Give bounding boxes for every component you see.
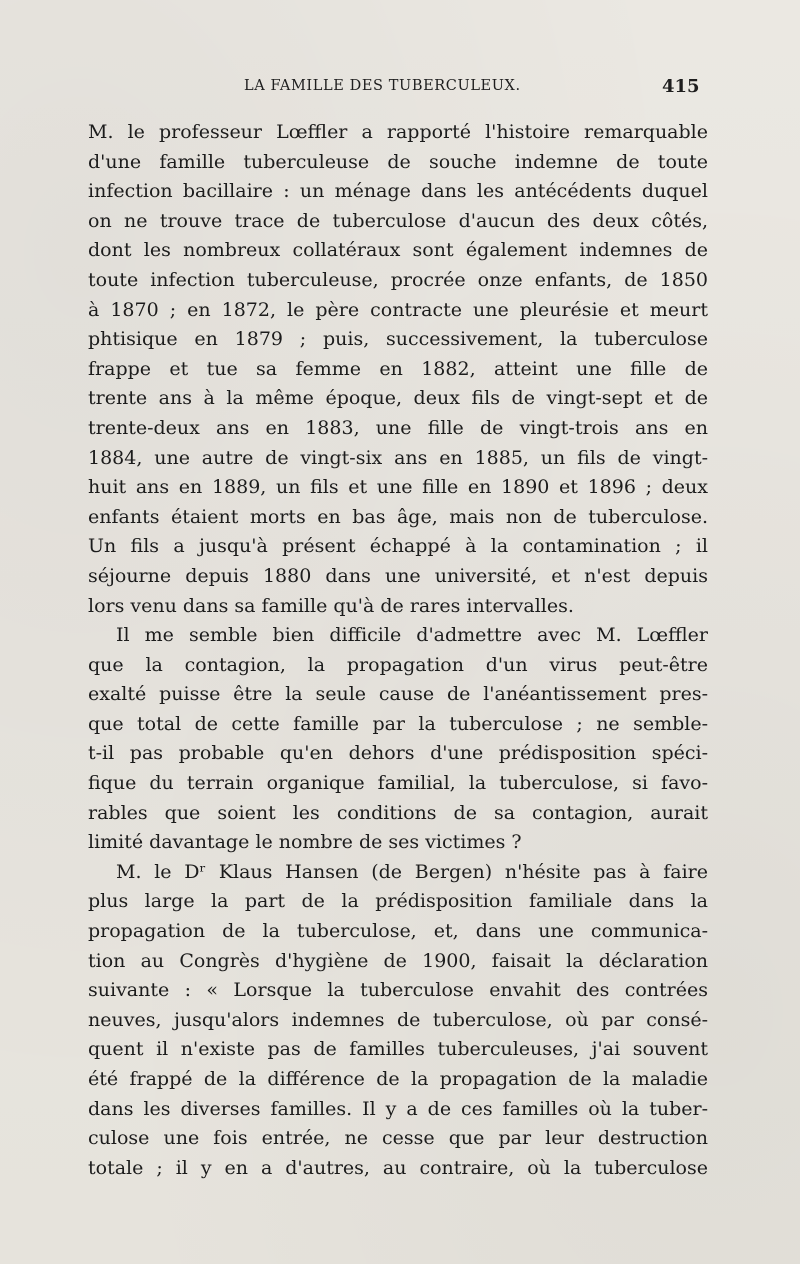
page-number: 415 — [662, 76, 700, 97]
text-line: t-il pas probable qu'en dehors d'une prédisposition spéci- — [88, 742, 708, 765]
text-line: quent il n'existe pas de familles tuberculeuses, j'ai souvent — [88, 1038, 708, 1061]
text-line: que la contagion, la propagation d'un virus peut-être — [88, 653, 708, 676]
text-line: totale ; il y en a d'autres, au contraire, où la tuberculose — [88, 1156, 708, 1179]
text-line: tion au Congrès d'hygiène de 1900, faisait la déclaration — [88, 949, 708, 972]
text-line: frappe et tue sa femme en 1882, atteint une fille de — [88, 357, 708, 380]
text-line: suivante : « Lorsque la tuberculose envahit des contrées — [88, 979, 708, 1002]
text-line: d'une famille tuberculeuse de souche indemne de toute — [88, 150, 708, 173]
text-line: dont les nombreux collatéraux sont également indemnes de — [88, 239, 708, 262]
body-text — [88, 118, 708, 1183]
text-line: plus large la part de la prédisposition familiale dans la — [88, 890, 708, 913]
text-line: trente ans à la même époque, deux fils de vingt-sept et de — [88, 387, 708, 410]
text-line: lors venu dans sa famille qu'à de rares intervalles. — [88, 594, 574, 617]
text-line: rables que soient les conditions de sa contagion, aurait — [88, 801, 708, 824]
text-line: neuves, jusqu'alors indemnes de tuberculose, où par consé- — [88, 1008, 708, 1031]
text-line: 1884, une autre de vingt-six ans en 1885, un fils de vingt- — [88, 446, 708, 469]
text-line: limité davantage le nombre de ses victimes ? — [88, 831, 522, 854]
text-line: exalté puisse être la seule cause de l'anéantissement pres- — [88, 683, 708, 706]
running-title: LA FAMILLE DES TUBERCULEUX. — [244, 78, 521, 94]
text-line: huit ans en 1889, un fils et une fille en 1890 et 1896 ; deux — [88, 476, 708, 499]
text-line: Un fils a jusqu'à présent échappé à la contamination ; il — [88, 535, 708, 558]
text-line: phtisique en 1879 ; puis, successivement, la tuberculose — [88, 328, 708, 351]
text-line: à 1870 ; en 1872, le père contracte une pleurésie et meurt — [88, 298, 708, 321]
text-line: enfants étaient morts en bas âge, mais non de tuberculose. — [88, 505, 708, 528]
text-line: infection bacillaire : un ménage dans les antécédents duquel — [88, 180, 708, 203]
text-line: M. le professeur Lœffler a rapporté l'histoire remarquable — [88, 121, 708, 143]
text-line: trente-deux ans en 1883, une fille de vingt-trois ans en — [88, 416, 708, 439]
text-line: Il me semble bien difficile d'admettre avec M. Lœffler — [116, 624, 708, 647]
text-line: été frappé de la différence de la propagation de la maladie — [88, 1068, 708, 1090]
text-line: M. le Dʳ Klaus Hansen (de Bergen) n'hésite pas à faire — [116, 860, 708, 883]
text-line: dans les diverses familles. Il y a de ces familles où la tuber- — [88, 1097, 708, 1120]
text-line: on ne trouve trace de tuberculose d'aucun des deux côtés, — [88, 209, 708, 232]
text-line: séjourne depuis 1880 dans une université, et n'est depuis — [88, 564, 708, 587]
text-line: que total de cette famille par la tuberculose ; ne semble- — [88, 712, 708, 735]
text-line: toute infection tuberculeuse, procrée onze enfants, de 1850 — [88, 268, 708, 291]
text-line: culose une fois entrée, ne cesse que par leur destruction — [88, 1127, 708, 1150]
text-line: propagation de la tuberculose, et, dans une communica- — [88, 920, 708, 943]
text-line: fique du terrain organique familial, la tuberculose, si favo- — [88, 772, 708, 795]
